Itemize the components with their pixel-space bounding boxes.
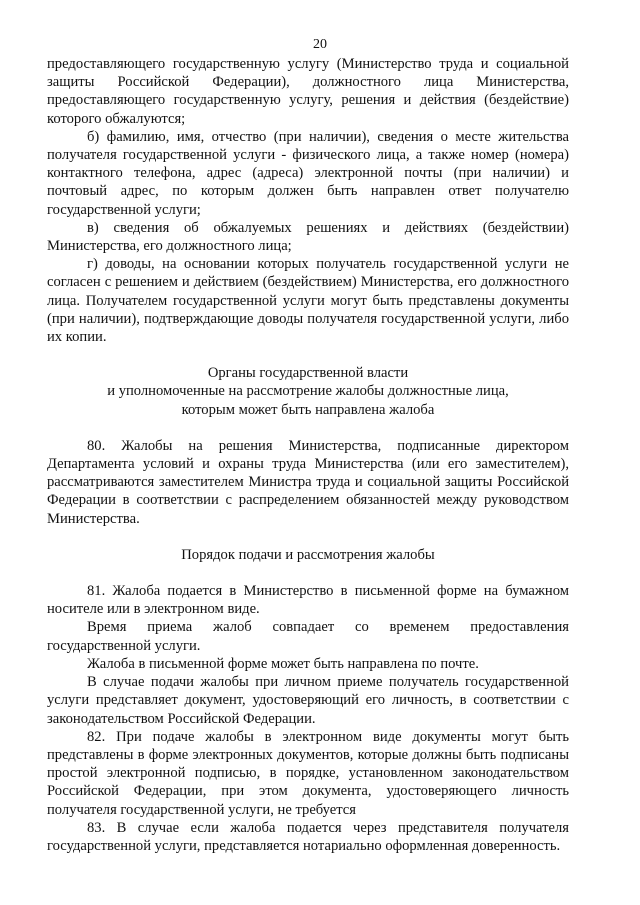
heading-line: и уполномоченные на рассмотрение жалобы должностные лица, bbox=[107, 383, 509, 400]
paragraph-item-v: в) сведения об обжалуемых решениях и действиях (бездействии) Министерства, его должностного лица; bbox=[47, 219, 569, 255]
section-heading-authorities bbox=[47, 364, 569, 419]
paragraph-81-time: Время приема жалоб совпадает со временем предоставления государственной услуги. bbox=[47, 619, 569, 654]
paragraph-83: 83. В случае если жалоба подается через представителя получателя государственной услуги, представляется нотариально оформленная доверенность. bbox=[47, 819, 569, 854]
heading-line: которым может быть направлена жалоба bbox=[181, 401, 435, 418]
paragraph-80: 80. Жалобы на решения Министерства, подписанные директором Департамента условий и охраны труда Министерства (или его заместителем), рассматриваются заместителем Министра труда и социальной защиты Российской Федерации в соответствии с распределением обязанностей между руководством Министерства. bbox=[47, 437, 569, 527]
paragraph-81: 81. Жалоба подается в Министерство в письменной форме на бумажном носителе или в электронном виде. bbox=[47, 583, 569, 618]
paragraph-item-b: б) фамилию, имя, отчество (при наличии), сведения о месте жительства получателя государственной услуги - физического лица, а также номер (номера) контактного телефона, адрес (адреса) электронной почты (при наличии) и почтовый адрес, по которым должен быть направлен ответ получателю государственной услуги; bbox=[47, 128, 569, 218]
section-heading-procedure: Порядок подачи и рассмотрения жалобы bbox=[181, 546, 435, 563]
page-number: 20 bbox=[313, 37, 327, 52]
paragraph-item-g: г) доводы, на основании которых получатель государственной услуги не согласен с решением и действием (бездействием) Министерства, его должностного лица. Получателем государственной услуги могут быть представлены документы (при наличии), подтверждающие доводы получателя государственной услуги, либо их копии. bbox=[47, 256, 569, 346]
paragraph-81-personal: В случае подачи жалобы при личном приеме получатель государственной услуги представляет документ, удостоверяющий его личность, в соответствии с законодательством Российской Федерации. bbox=[47, 674, 569, 727]
paragraph-81-mail: Жалоба в письменной форме может быть направлена по почте. bbox=[87, 655, 479, 672]
document-body bbox=[47, 55, 569, 855]
paragraph-82: 82. При подаче жалобы в электронном виде документы могут быть представлены в форме электронных документов, которые должны быть подписаны простой электронной подписью, в порядке, установленном законодательством Российской Федерации, при этом документа, удостоверяющего личность получателя государственной услуги, не требуется bbox=[47, 728, 569, 818]
paragraph-continuation: предоставляющего государственную услугу (Министерство труда и социальной защиты Российской Федерации), должностного лица Министерства, предоставляющего государственную услугу, решения и действия (бездействие) которого обжалуются; bbox=[47, 56, 569, 127]
heading-line: Органы государственной власти bbox=[207, 365, 409, 382]
